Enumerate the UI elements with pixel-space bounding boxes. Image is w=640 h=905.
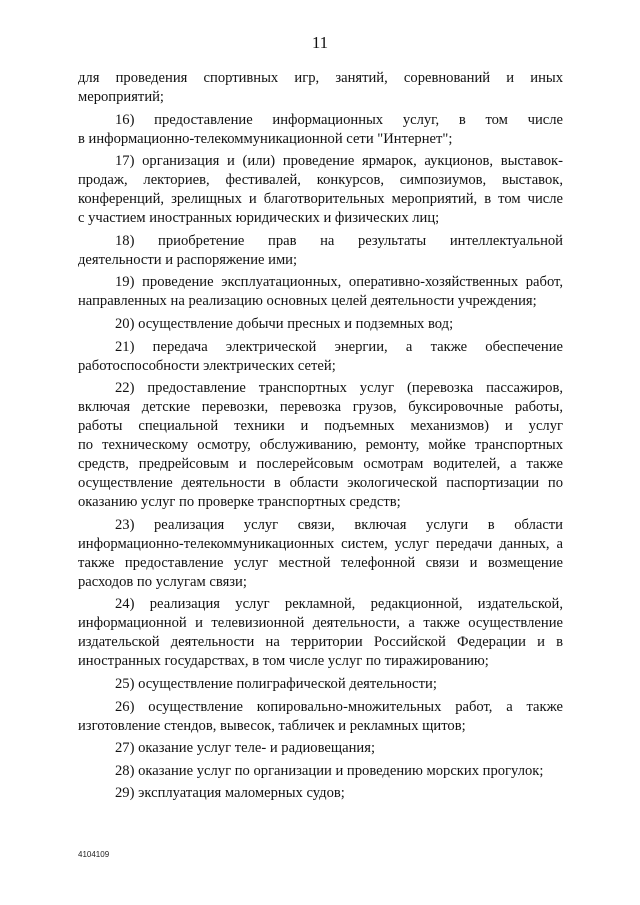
text-line: 27) оказание услуг теле- и радиовещания; — [115, 740, 375, 757]
text-line: также предоставление услуг местной телефонной связи и возмещение — [78, 554, 563, 571]
paragraph — [78, 595, 563, 671]
text-line: в информационно-телекоммуникационной сети "Интернет"; — [78, 130, 453, 147]
text-line: осуществление деятельности в области экологической паспортизации по — [78, 475, 563, 492]
text-line: 26) осуществление копировально-множительных работ, а также — [115, 698, 563, 715]
text-line: для проведения спортивных игр, занятий, соревнований и иных — [78, 70, 563, 86]
text-line: 16) предоставление информационных услуг, в том числе — [115, 111, 563, 128]
paragraph — [78, 762, 563, 781]
text-line: иностранных государствах, в том числе услуг по тиражированию; — [78, 653, 489, 670]
text-line: 23) реализация услуг связи, включая услуги в области — [115, 516, 563, 533]
paragraph — [78, 698, 563, 736]
text-line: расходов по услугам связи; — [78, 573, 247, 590]
paragraph — [78, 516, 563, 592]
text-line: направленных на реализацию основных целей деятельности учреждения; — [78, 293, 537, 310]
text-line: 18) приобретение прав на результаты интеллектуальной — [115, 232, 563, 249]
text-line: работы специальной техники и подъемных механизмов) и услуг — [78, 418, 563, 435]
paragraph — [78, 273, 563, 311]
text-line: 25) осуществление полиграфической деятельности; — [115, 675, 437, 692]
text-line: изготовление стендов, вывесок, табличек и рекламных щитов; — [78, 717, 466, 734]
text-line: 17) организация и (или) проведение ярмарок, аукционов, выставок- — [115, 153, 563, 170]
text-line: 21) передача электрической энергии, а также обеспечение — [115, 338, 563, 355]
paragraph — [78, 232, 563, 270]
text-line: информационно-телекоммуникационных систем, услуг передачи данных, а — [78, 535, 563, 552]
text-line: 28) оказание услуг по организации и проведению морских прогулок; — [115, 762, 544, 779]
text-line: средств, предрейсовым и послерейсовым осмотрам водителей, а также — [78, 456, 563, 473]
paragraph — [78, 111, 563, 149]
text-line: 24) реализация услуг рекламной, редакционной, издательской, — [115, 596, 563, 613]
text-line: с участием иностранных юридических и физических лиц; — [78, 210, 440, 227]
text-line: по техническому осмотру, обслуживанию, ремонту, мойке транспортных — [78, 437, 563, 454]
text-line: деятельности и распоряжение ими; — [78, 251, 298, 268]
text-line: информационной и телевизионной деятельности, а также осуществление — [78, 615, 563, 632]
text-line: издательской деятельности на территории Российской Федерации и в — [78, 634, 563, 651]
page-number: 11 — [311, 33, 329, 52]
text-line: мероприятий; — [78, 89, 164, 105]
text-line: 29) эксплуатация маломерных судов; — [115, 785, 345, 802]
text-line: конференций, зрелищных и благотворительных мероприятий, в том числе — [78, 191, 563, 208]
text-line: включая детские перевозки, перевозка грузов, буксировочные работы, — [78, 399, 563, 416]
paragraph — [78, 379, 563, 512]
paragraph — [78, 784, 563, 803]
paragraph — [78, 675, 563, 694]
text-line: работоспособности электрических сетей; — [78, 357, 336, 374]
text-line: оказанию услуг по проверке транспортных средств; — [78, 494, 401, 511]
text-line: продаж, лекториев, фестивалей, конкурсов, симпозиумов, выставок, — [78, 172, 563, 189]
document-code: 4104109 — [78, 850, 110, 859]
document-body — [78, 69, 563, 803]
text-line: 19) проведение эксплуатационных, оперативно-хозяйственных работ, — [115, 274, 563, 291]
text-line: 22) предоставление транспортных услуг (перевозка пассажиров, — [115, 380, 563, 397]
paragraph — [78, 152, 563, 228]
paragraph — [78, 69, 563, 107]
paragraph — [78, 338, 563, 376]
paragraph — [78, 739, 563, 758]
paragraph — [78, 315, 563, 334]
text-line: 20) осуществление добычи пресных и подземных вод; — [115, 315, 454, 332]
